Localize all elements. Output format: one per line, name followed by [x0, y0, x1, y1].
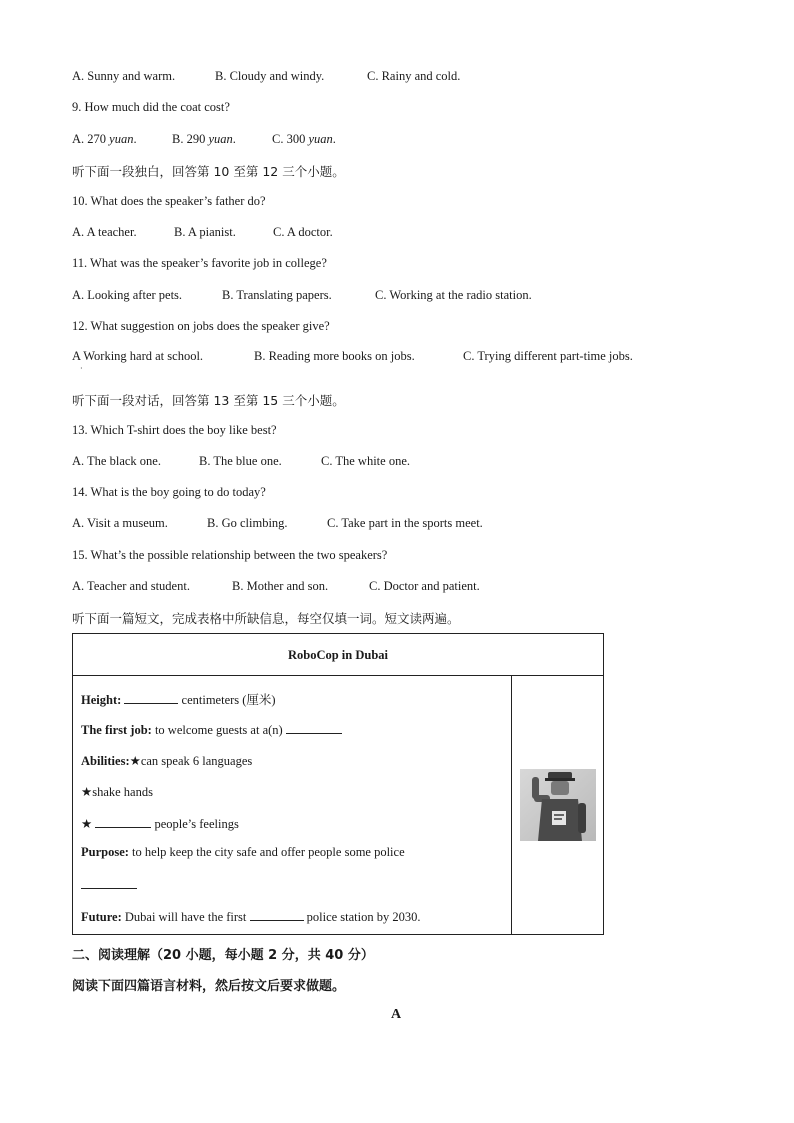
q11-option-c: C. Working at the radio station. [375, 288, 532, 302]
purpose-blank [81, 876, 137, 889]
height-row [81, 690, 276, 708]
q15-options [72, 579, 480, 594]
future-blank [250, 908, 304, 921]
height-text: centimeters (厘米) [178, 693, 276, 707]
q8-options [72, 69, 460, 84]
table-info-cell [73, 676, 511, 934]
q14-option-a: A. Visit a museum. [72, 516, 168, 530]
q14-options [72, 516, 483, 531]
q15-option-a: A. Teacher and student. [72, 579, 190, 593]
abilities-text: ★can speak 6 languages [129, 754, 253, 768]
purpose-row [81, 845, 405, 860]
ability-3-text: people’s feelings [151, 817, 239, 831]
purpose-text: to help keep the city safe and offer people some police [128, 845, 405, 859]
ability-3-star: ★ [81, 817, 96, 831]
instruction-13-15: 听下面一段对话，回答第 13 至第 15 三个小题。 [72, 393, 345, 408]
q9-option-c: C. 300 yuan. [272, 132, 336, 146]
q10-option-b: B. A pianist. [174, 225, 236, 239]
q14-option-c: C. Take part in the sports meet. [327, 516, 483, 530]
q13-option-a: A. The black one. [72, 454, 161, 468]
future-row [81, 908, 421, 925]
height-blank [124, 691, 178, 704]
table-image-cell [511, 676, 604, 934]
q12-option-c: C. Trying different part-time jobs. [463, 349, 633, 363]
q15-option-c: C. Doctor and patient. [369, 579, 480, 593]
q9-question: 9. How much did the coat cost? [72, 100, 230, 114]
q10-option-c: C. A doctor. [273, 225, 333, 239]
stray-dot: · [80, 364, 83, 373]
q12-question: 12. What suggestion on jobs does the speaker give? [72, 319, 330, 333]
abilities-row [81, 753, 252, 769]
q12-option-b: B. Reading more books on jobs. [254, 349, 415, 363]
q11-option-b: B. Translating papers. [222, 288, 332, 302]
future-text: Dubai will have the first [121, 910, 250, 924]
q11-option-a: A. Looking after pets. [72, 288, 183, 302]
q13-options [72, 454, 410, 469]
q12-option-a: A Working hard at school. [72, 349, 204, 363]
purpose-label: Purpose: [81, 845, 129, 859]
q8-option-a: A. Sunny and warm. [72, 69, 176, 83]
q9-option-a: A. 270 yuan. [72, 132, 137, 146]
q13-question: 13. Which T-shirt does the boy like best? [72, 423, 277, 437]
first-job-label: The first job: [81, 723, 152, 737]
instruction-10-12: 听下面一段独白，回答第 10 至第 12 三个小题。 [72, 164, 345, 179]
instruction-table: 听下面一篇短文，完成表格中所缺信息，每空仅填一词。短文读两遍。 [72, 611, 460, 626]
ability-3-blank [95, 815, 151, 828]
q14-question: 14. What is the boy going to do today? [72, 485, 266, 499]
q10-option-a: A. A teacher. [72, 225, 137, 239]
q9-option-b: B. 290 yuan. [172, 132, 236, 146]
table-title: RoboCop in Dubai [73, 634, 603, 676]
q14-option-b: B. Go climbing. [207, 516, 288, 530]
q11-question: 11. What was the speaker’s favorite job in college? [72, 256, 327, 270]
q10-options [72, 225, 333, 240]
ability-2: ★shake hands [81, 785, 153, 799]
abilities-label: Abilities: [81, 754, 130, 768]
q8-option-b: B. Cloudy and windy. [215, 69, 325, 83]
q13-option-c: C. The white one. [321, 454, 410, 468]
section-2-instruction: 阅读下面四篇语言材料，然后按文后要求做题。 [72, 979, 346, 994]
robocop-image [520, 769, 596, 841]
future-label: Future: [81, 910, 122, 924]
purpose-blank-row [81, 876, 137, 893]
first-job-blank [286, 721, 342, 734]
passage-letter: A [391, 1007, 402, 1022]
q13-option-b: B. The blue one. [199, 454, 282, 468]
q11-options [72, 288, 532, 303]
q12-options [72, 349, 633, 364]
info-table [72, 633, 604, 935]
q9-options [72, 132, 336, 147]
first-job-text: to welcome guests at a(n) [151, 723, 286, 737]
q15-question: 15. What’s the possible relationship between the two speakers? [72, 548, 388, 562]
height-label: Height: [81, 693, 122, 707]
section-2-title: 二、阅读理解（20 小题，每小题 2 分，共 40 分） [72, 948, 374, 963]
q10-question: 10. What does the speaker’s father do? [72, 194, 266, 208]
future-text-2: police station by 2030. [303, 910, 421, 924]
q8-option-c: C. Rainy and cold. [367, 69, 461, 83]
q15-option-b: B. Mother and son. [232, 579, 329, 593]
ability-3-row [81, 815, 239, 832]
first-job-row [81, 721, 342, 738]
